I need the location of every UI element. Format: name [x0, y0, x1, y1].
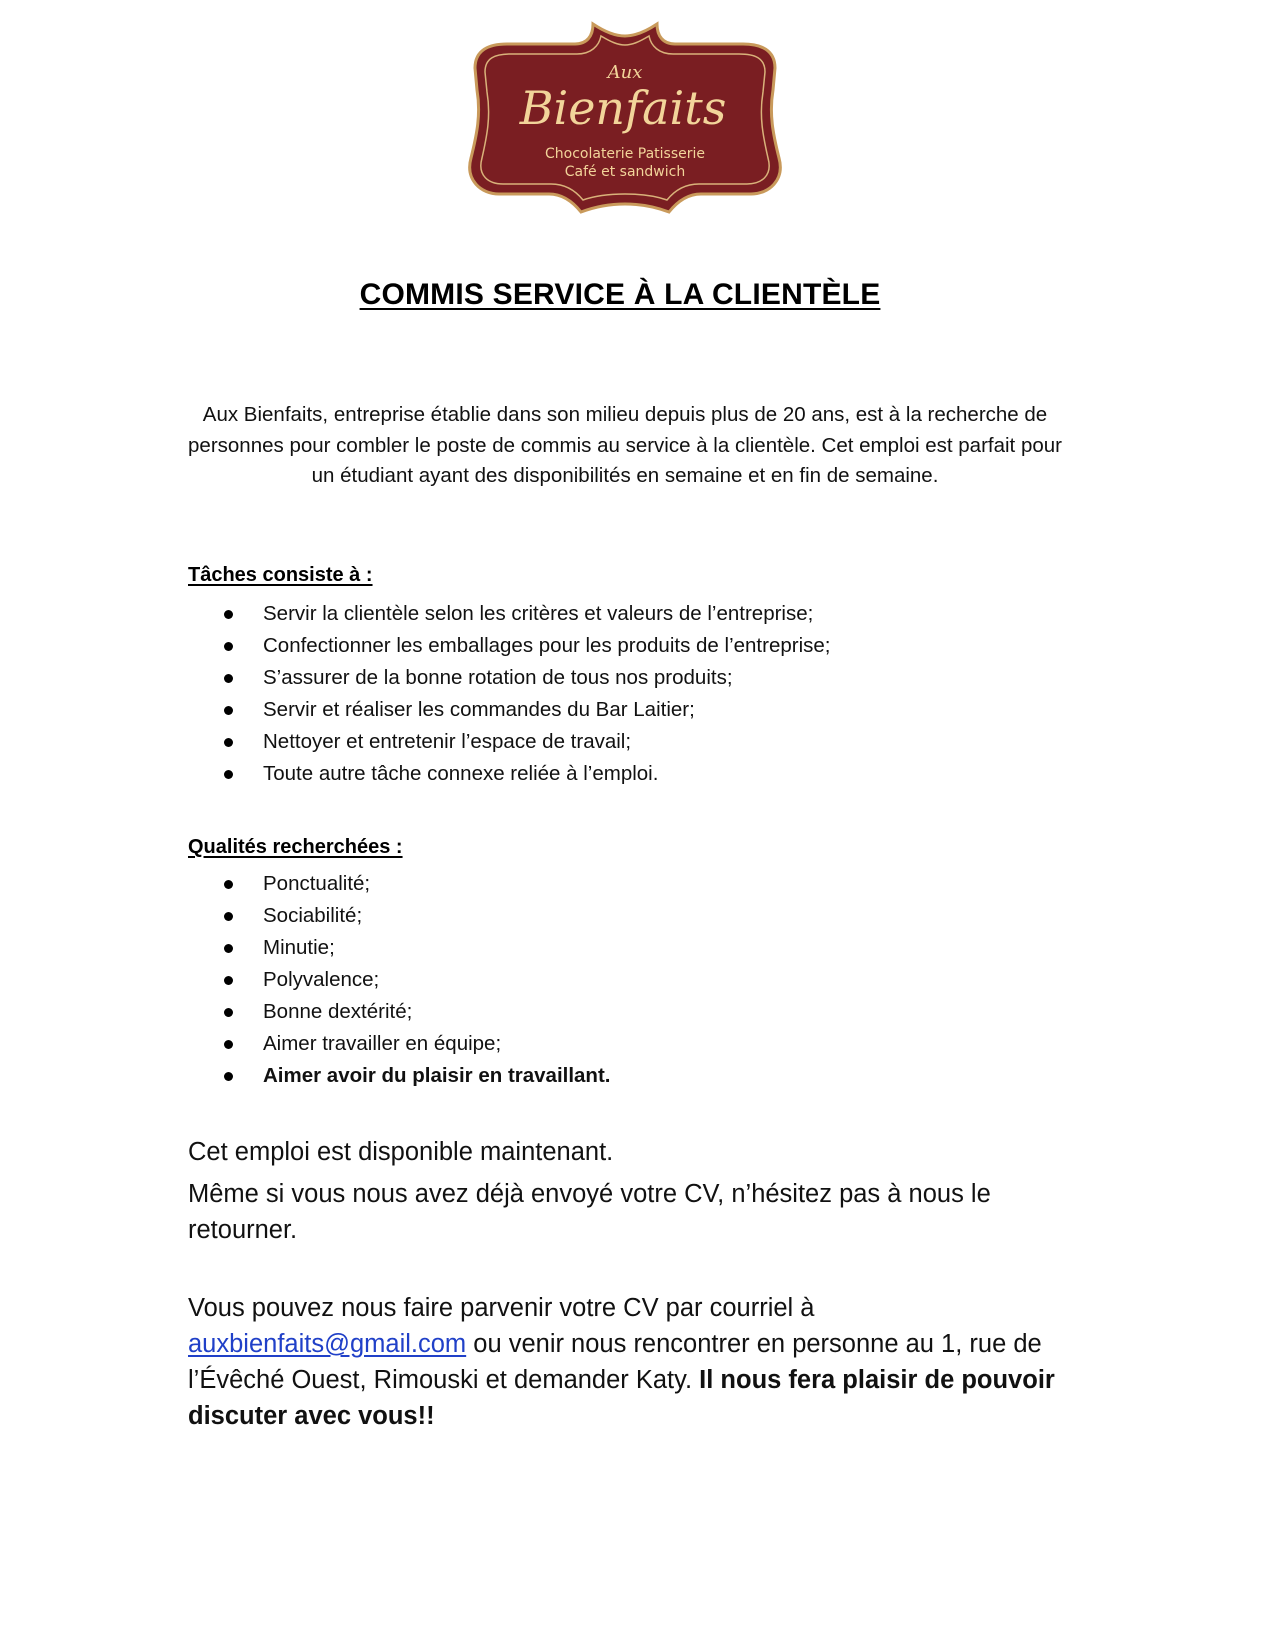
list-item-text: Toute autre tâche connexe reliée à l’emploi. — [263, 762, 659, 785]
list-item — [188, 996, 610, 1028]
availability-text: Cet emploi est disponible maintenant. — [188, 1138, 614, 1166]
list-item — [188, 932, 610, 964]
contact-text-after: ou venir nous rencontrer en personne au 1, rue de l’Évêché Ouest, Rimouski et demander Katy. — [188, 1330, 1042, 1394]
contact-text-before: Vous pouvez nous faire parvenir votre CV par courriel à — [188, 1294, 815, 1322]
taches-heading: Tâches consiste à : — [188, 564, 373, 586]
intro-paragraph: Aux Bienfaits, entreprise établie dans son milieu depuis plus de 20 ans, est à la recherche de personnes pour combler le poste de commis au service à la clientèle. Cet emploi est parfait pour un étudiant ayant des disponibilités en semaine et en fin de semaine. — [188, 403, 1062, 487]
bullet-icon — [224, 880, 233, 889]
list-item-text: Aimer avoir du plaisir en travaillant. — [263, 1064, 611, 1087]
resend-cv-text: Même si vous nous avez déjà envoyé votre CV, n’hésitez pas à nous le retourner. — [188, 1180, 991, 1244]
list-item — [188, 598, 830, 630]
email-link[interactable]: auxbienfaits@gmail.com — [188, 1330, 467, 1358]
list-item-text: Ponctualité; — [263, 872, 371, 895]
bullet-icon — [224, 912, 233, 921]
list-item — [188, 726, 830, 758]
bullet-icon — [224, 642, 233, 651]
list-item-text: Aimer travailler en équipe; — [263, 1032, 502, 1055]
list-item-text: Bonne dextérité; — [263, 1000, 413, 1023]
list-item-text: Polyvalence; — [263, 968, 380, 991]
bullet-icon — [224, 770, 233, 779]
bullet-icon — [224, 1040, 233, 1049]
list-item-text: Sociabilité; — [263, 904, 363, 927]
list-item-text: S’assurer de la bonne rotation de tous nos produits; — [263, 666, 733, 689]
list-item-text: Minutie; — [263, 936, 335, 959]
bullet-icon — [224, 1072, 233, 1081]
list-item — [188, 662, 830, 694]
logo-text-cafe: Café et sandwich — [564, 164, 686, 180]
logo-text-chocolaterie: Chocolaterie Patisserie — [545, 146, 705, 162]
list-item — [188, 1060, 610, 1092]
list-item — [188, 900, 610, 932]
qualites-list — [188, 868, 610, 1092]
bullet-icon — [224, 1008, 233, 1017]
list-item — [188, 694, 830, 726]
bullet-icon — [224, 674, 233, 683]
page-title: COMMIS SERVICE À LA CLIENTÈLE — [359, 278, 881, 311]
taches-list — [188, 598, 830, 790]
list-item — [188, 964, 610, 996]
list-item — [188, 630, 830, 662]
bullet-icon — [224, 738, 233, 747]
list-item-text: Servir et réaliser les commandes du Bar Laitier; — [263, 698, 695, 721]
list-item-text: Nettoyer et entretenir l’espace de travail; — [263, 730, 632, 753]
logo-plaque — [455, 18, 795, 223]
list-item — [188, 758, 830, 790]
contact-closing: Il nous fera plaisir de pouvoir discuter avec vous!! — [188, 1366, 1055, 1430]
bullet-icon — [224, 944, 233, 953]
list-item — [188, 1028, 610, 1060]
bullet-icon — [224, 610, 233, 619]
list-item-text: Confectionner les emballages pour les produits de l’entreprise; — [263, 634, 831, 657]
list-item-text: Servir la clientèle selon les critères et valeurs de l’entreprise; — [263, 602, 814, 625]
list-item — [188, 868, 610, 900]
qualites-heading: Qualités recherchées : — [188, 836, 403, 858]
bullet-icon — [224, 706, 233, 715]
contact-paragraph — [188, 1290, 1068, 1434]
company-logo — [455, 18, 795, 223]
logo-text-bienfaits: Bienfaits — [519, 81, 727, 135]
bullet-icon — [224, 976, 233, 985]
logo-text-aux: Aux — [607, 62, 643, 83]
